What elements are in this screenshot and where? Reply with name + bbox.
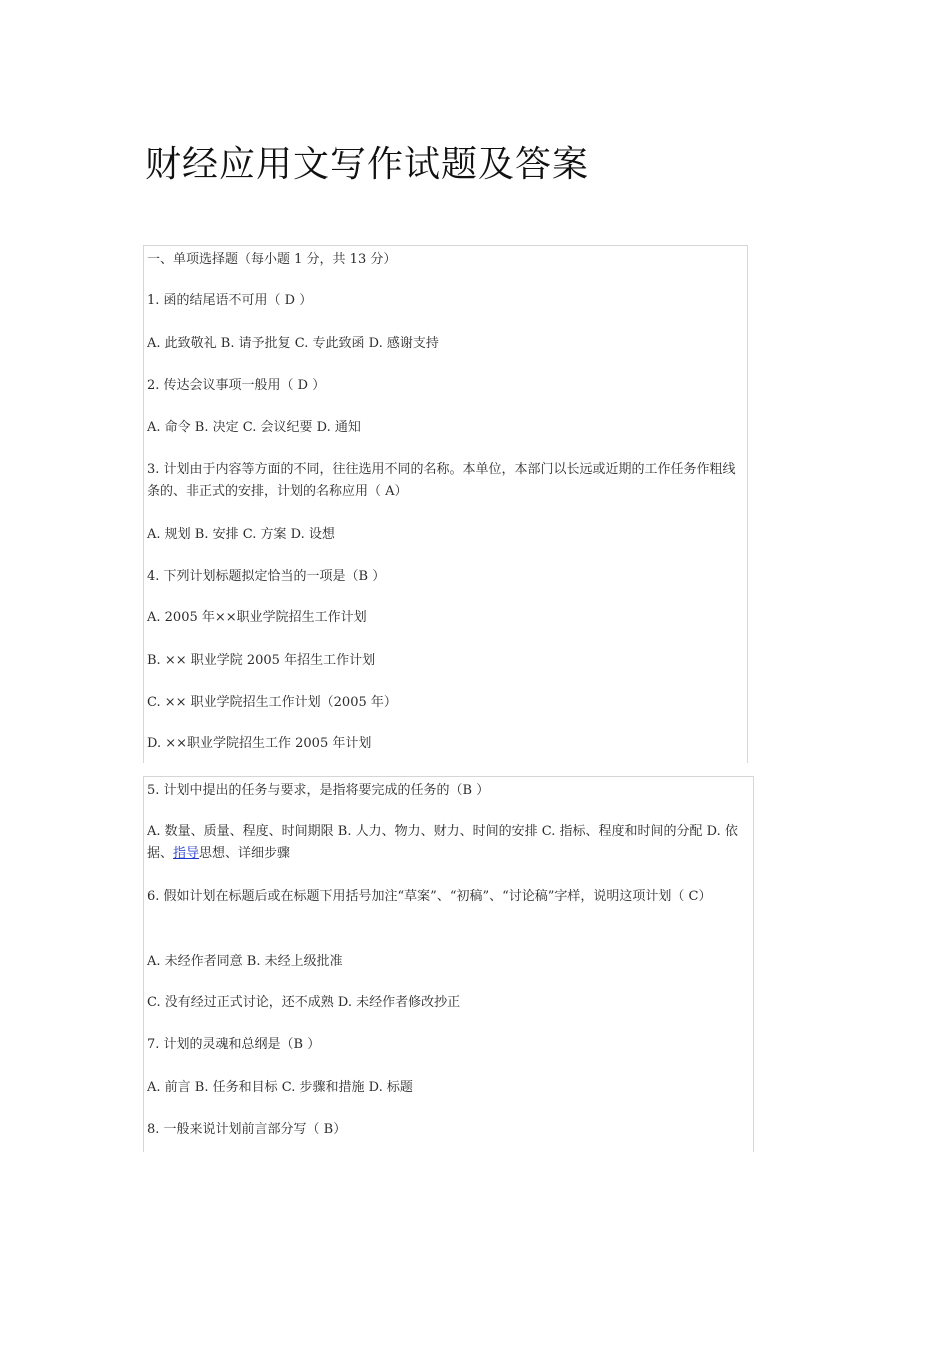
question-5-options-text: A. 数量、质量、程度、时间期限 B. 人力、物力、财力、时间的安排 C. 指标、程度和时间的分配 D. 依据、 [147, 824, 738, 861]
question-4-option-b: B. ×× 职业学院 2005 年招生工作计划 [147, 653, 376, 668]
question-5-options-tail: 思想、详细步骤 [199, 846, 291, 861]
question-4-option-c: C. ×× 职业学院招生工作计划（2005 年） [147, 695, 397, 710]
section-heading: 一、单项选择题（每小题 1 分，共 13 分） [147, 252, 397, 267]
question-panel-1 [143, 245, 748, 763]
question-2: 2. 传达会议事项一般用（ D ） [147, 378, 326, 393]
document-title: 财经应用文写作试题及答案 [145, 144, 590, 185]
question-1: 1. 函的结尾语不可用（ D ） [147, 293, 313, 308]
question-7-options: A. 前言 B. 任务和目标 C. 步骤和措施 D. 标题 [147, 1080, 413, 1095]
question-5: 5. 计划中提出的任务与要求，是指将要完成的任务的（B ） [147, 783, 490, 798]
question-8: 8. 一般来说计划前言部分写（ B） [147, 1122, 347, 1137]
question-6-options-1: A. 未经作者同意 B. 未经上级批准 [147, 954, 343, 969]
question-7: 7. 计划的灵魂和总纲是（B ） [147, 1037, 321, 1052]
guide-link[interactable]: 指导 [173, 846, 200, 861]
question-6: 6. 假如计划在标题后或在标题下用括号加注“草案”、“初稿”、“讨论稿”字样，说明这项计划（ C） [147, 889, 712, 904]
question-4-option-d: D. ××职业学院招生工作 2005 年计划 [147, 736, 372, 751]
question-panel-2 [143, 776, 754, 1152]
question-3-options: A. 规划 B. 安排 C. 方案 D. 设想 [147, 527, 335, 542]
question-1-options: A. 此致敬礼 B. 请予批复 C. 专此致函 D. 感谢支持 [147, 336, 439, 351]
question-6-options-2: C. 没有经过正式讨论，还不成熟 D. 未经作者修改抄正 [147, 995, 461, 1010]
question-5-options [147, 821, 745, 865]
question-2-options: A. 命令 B. 决定 C. 会议纪要 D. 通知 [147, 420, 361, 435]
question-4-option-a: A. 2005 年××职业学院招生工作计划 [147, 610, 367, 625]
question-3: 3. 计划由于内容等方面的不同，往往选用不同的名称。本单位，本部门以长远或近期的工作任务作粗线条的、非正式的安排，计划的名称应用（ A） [147, 462, 736, 499]
question-4: 4. 下列计划标题拟定恰当的一项是（B ） [147, 569, 386, 584]
